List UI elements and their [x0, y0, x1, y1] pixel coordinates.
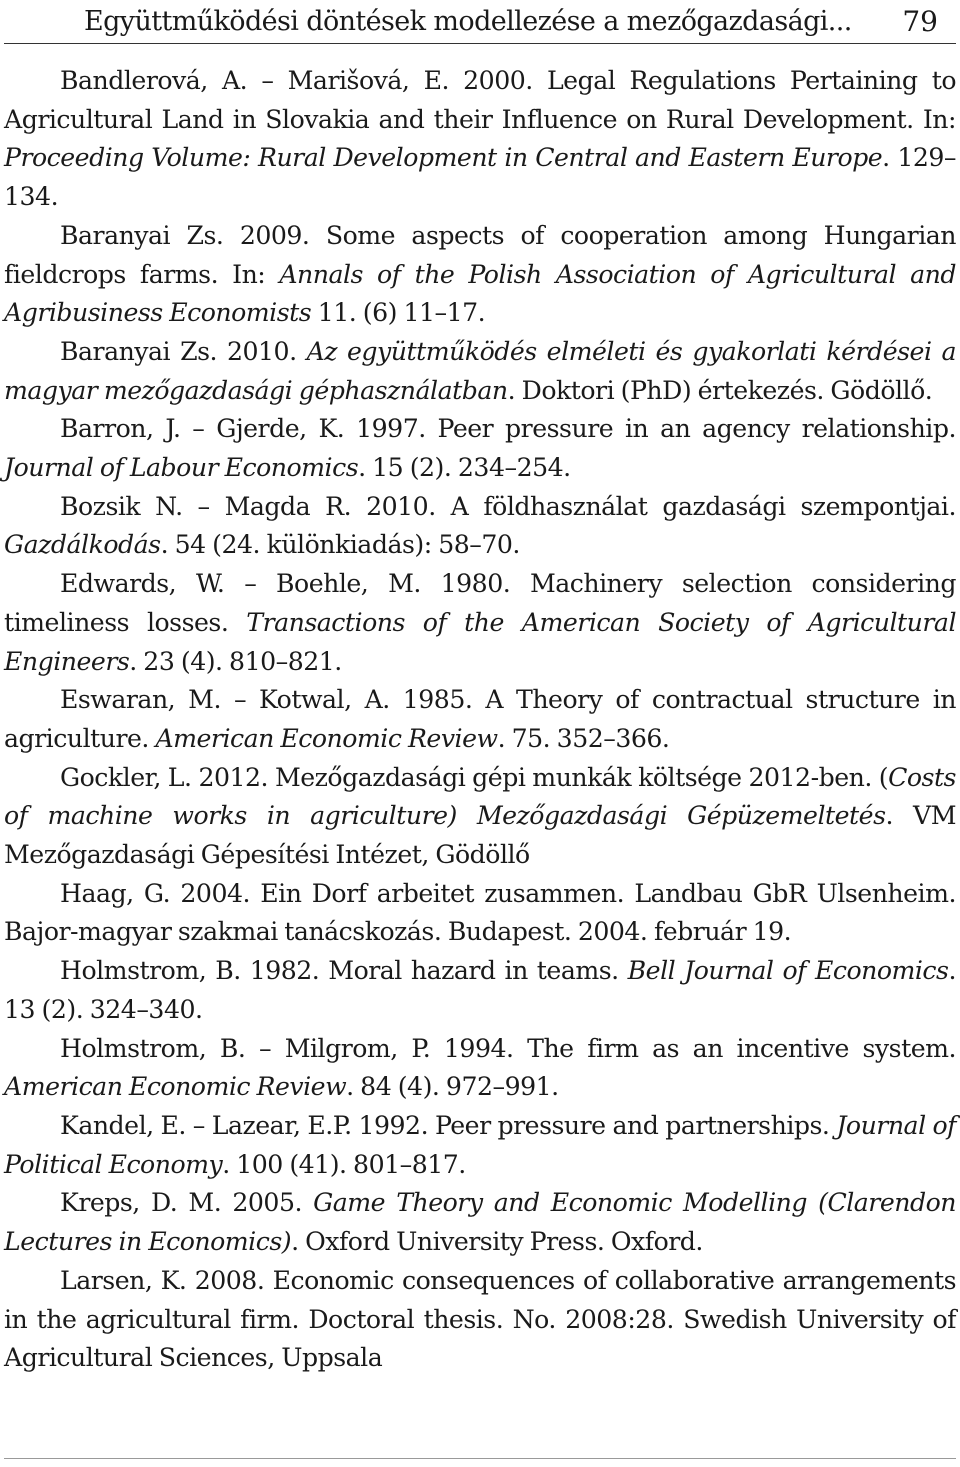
reference-italic-title: Journal of Political Economy: [4, 1110, 956, 1179]
reference-text: Baranyai Zs. 2010.: [60, 336, 307, 366]
reference-italic-title: Az együttműködés elméleti és gyakorlati kérdései a magyar mezőgazdasági géphasználatban: [4, 336, 956, 405]
reference-entry: [4, 759, 956, 875]
reference-italic-title: American Economic Review: [155, 723, 498, 753]
reference-entry: [4, 333, 956, 410]
page-number: 79: [902, 5, 938, 38]
reference-italic-title: Proceeding Volume: Rural Development in Central and Eastern Europe: [4, 143, 883, 173]
reference-text: Barron, J. – Gjerde, K. 1997. Peer pressure in an agency relationship.: [60, 414, 956, 444]
reference-text: Edwards, W. – Boehle, M. 1980. Machinery selection considering timeliness losses.: [4, 569, 956, 637]
reference-text: . Doktori (PhD) értekezés. Gödöllő.: [507, 375, 933, 405]
reference-text: Baranyai Zs. 2009. Some aspects of cooperation among Hungarian fieldcrops farms. In:: [4, 220, 956, 289]
reference-entry: [4, 1030, 956, 1107]
reference-text: . Oxford University Press. Oxford.: [291, 1227, 703, 1257]
reference-entry: [4, 488, 956, 565]
reference-text: Kreps, D. M. 2005.: [60, 1188, 314, 1218]
reference-entry: [4, 1262, 956, 1378]
reference-entry: [4, 681, 956, 758]
reference-text: . 13 (2). 324–340.: [4, 956, 956, 1024]
footer-rule: [4, 1458, 956, 1459]
reference-entry: [4, 565, 956, 681]
reference-entry: [4, 952, 956, 1029]
reference-text: . 100 (41). 801–817.: [222, 1149, 466, 1179]
reference-italic-title: Gazdálkodás: [4, 530, 161, 560]
reference-entry: [4, 875, 956, 952]
reference-list: [4, 62, 956, 1378]
reference-italic-title: Transactions of the American Society of Agricultural Engineers: [4, 607, 956, 676]
running-header-title: Együttműködési döntések modellezése a mezőgazdasági...: [84, 6, 852, 37]
reference-text: Bandlerová, A. – Marišová, E. 2000. Legal Regulations Pertaining to Agricultural Land in Slovakia and their Influence on Rural Development. In:: [4, 66, 956, 134]
reference-text: Kandel, E. – Lazear, E.P. 1992. Peer pressure and partnerships.: [60, 1110, 837, 1140]
reference-italic-title: Annals of the Polish Association of Agricultural and Agribusiness Economists: [4, 259, 956, 328]
reference-entry: [4, 62, 956, 217]
reference-text: Larsen, K. 2008. Economic consequences of collaborative arrangements in the agricultural firm. Doctoral thesis. No. 2008:28. Swedish University of Agricultural Sciences, Uppsala: [4, 1265, 956, 1373]
reference-italic-title: Journal of Labour Economics: [4, 453, 359, 483]
reference-text: . 23 (4). 810–821.: [129, 646, 342, 676]
reference-text: . 75. 352–366.: [497, 723, 670, 753]
reference-entry: [4, 1107, 956, 1184]
reference-text: Bozsik N. – Magda R. 2010. A földhasználat gazdasági szempontjai.: [60, 491, 956, 521]
reference-text: Gockler, L. 2012. Mezőgazdasági gépi munkák költsége 2012-ben. (: [60, 762, 889, 792]
reference-entry: [4, 1184, 956, 1261]
reference-italic-title: Bell Journal of Economics: [627, 956, 949, 986]
reference-italic-title: American Economic Review: [4, 1072, 347, 1102]
reference-text: . 15 (2). 234–254.: [358, 453, 571, 483]
reference-text: . 54 (24. különkiadás): 58–70.: [160, 530, 520, 560]
reference-entry: [4, 410, 956, 487]
reference-italic-title: Game Theory and Economic Modelling (Clarendon Lectures in Economics): [4, 1188, 956, 1257]
reference-text: Holmstrom, B. 1982. Moral hazard in teams.: [60, 956, 628, 986]
reference-entry: [4, 217, 956, 333]
reference-text: . VM Mezőgazdasági Gépesítési Intézet, Gödöllő: [4, 801, 956, 870]
reference-text: . 129–134.: [4, 143, 957, 212]
reference-text: Haag, G. 2004. Ein Dorf arbeitet zusammen. Landbau GbR Ulsenheim. Bajor-magyar szakmai tanácskozás. Budapest. 2004. február 19.: [4, 878, 956, 947]
reference-italic-title: Costs of machine works in agriculture) Mezőgazdasági Gépüzemeltetés: [4, 762, 956, 831]
reference-text: 11. (6) 11–17.: [311, 298, 486, 328]
reference-text: Holmstrom, B. – Milgrom, P. 1994. The firm as an incentive system.: [60, 1033, 956, 1063]
reference-text: . 84 (4). 972–991.: [346, 1072, 559, 1102]
running-header: [4, 0, 956, 44]
reference-text: Eswaran, M. – Kotwal, A. 1985. A Theory of contractual structure in agriculture.: [4, 685, 956, 753]
